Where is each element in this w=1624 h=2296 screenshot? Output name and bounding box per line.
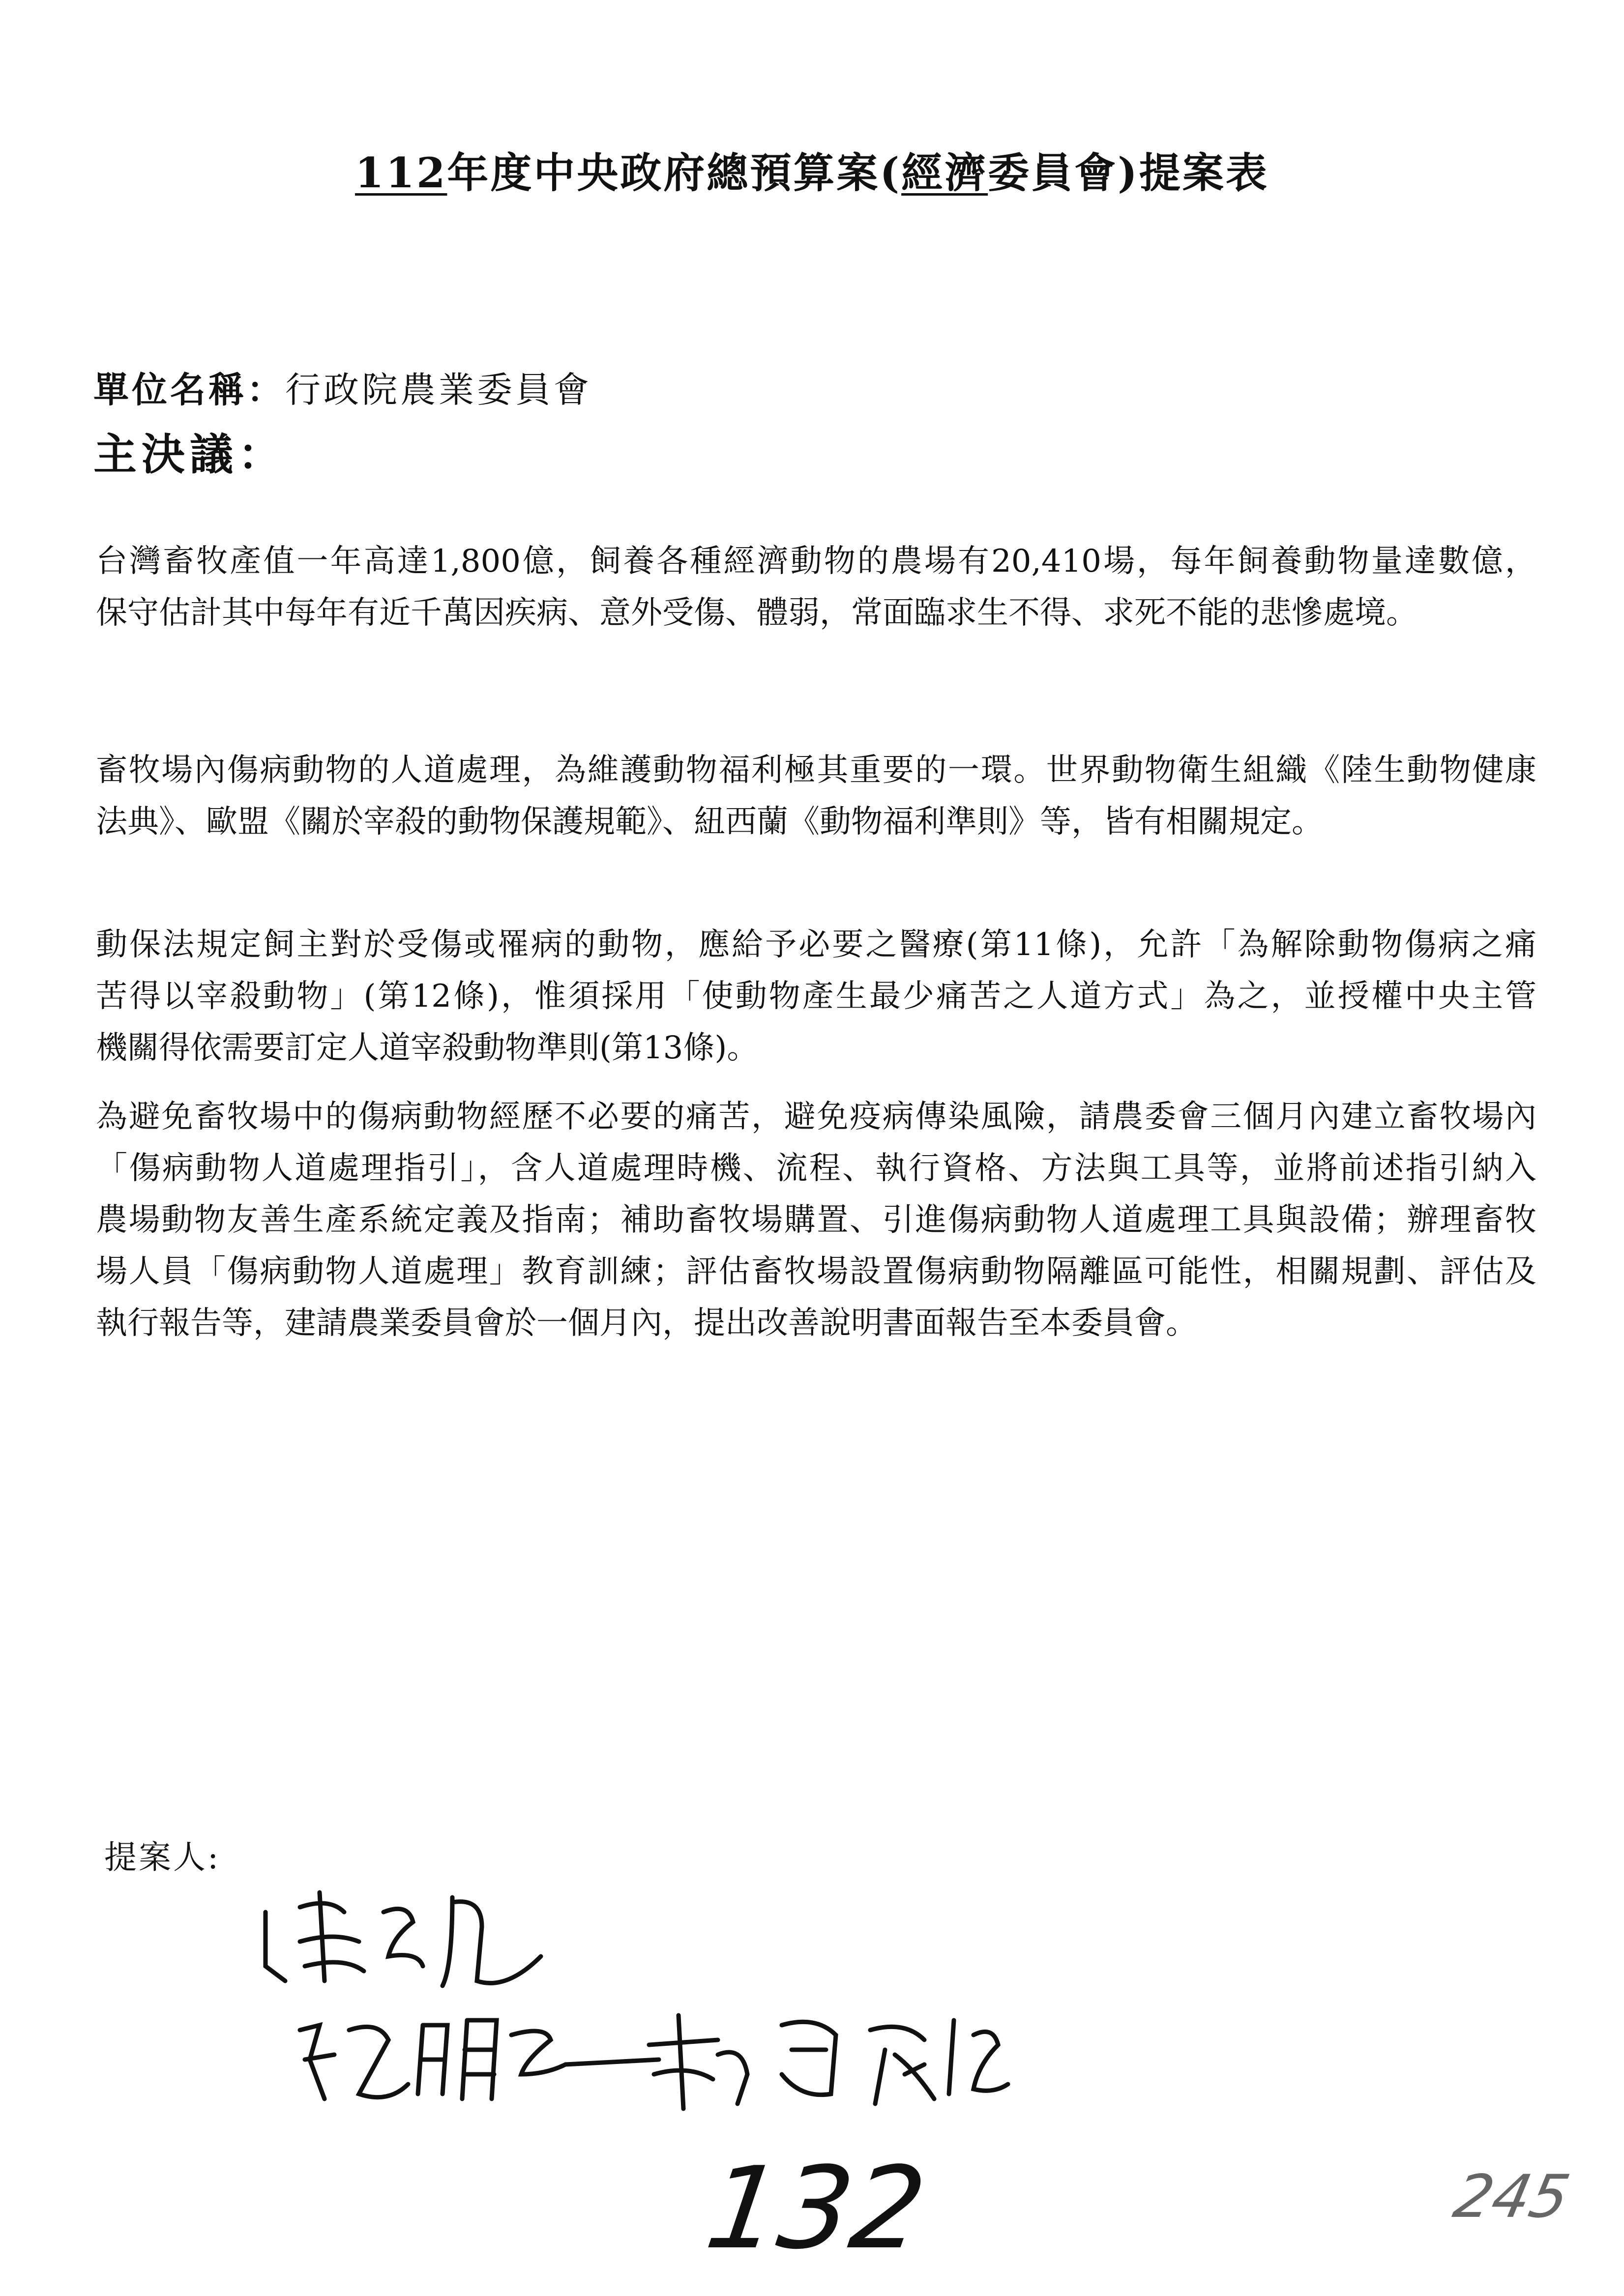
paragraph-3: [96, 919, 1536, 1074]
text-line: 動保法規定飼主對於受傷或罹病的動物，應給予必要之醫療(第11條)，允許「為解除動物傷病之痛: [96, 927, 1536, 963]
text-line: 保守估計其中每年有近千萬因疾病、意外受傷、體弱，常面臨求生不得、求死不能的悲慘處境。: [96, 595, 1417, 631]
text-line: 為避免畜牧場中的傷病動物經歷不必要的痛苦，避免疫病傳染風險，請農委會三個月內建立畜牧場內: [96, 1099, 1536, 1135]
signature-1: [246, 1868, 600, 2015]
signature-2: [290, 2005, 664, 2119]
text-line: 機關得依需要訂定人道宰殺動物準則(第13條)。: [96, 1030, 759, 1066]
paragraph-4: [96, 1091, 1536, 1349]
title-committee: 經濟: [901, 148, 988, 197]
unit-label: 單位名稱：: [93, 369, 286, 410]
title-year: 112: [355, 148, 447, 197]
text-line: 「傷病動物人道處理指引」，含人道處理時機、流程、執行資格、方法與工具等，並將前述指引納入: [96, 1150, 1536, 1187]
text-line: 農場動物友善生產系統定義及指南；補助畜牧場購置、引進傷病動物人道處理工具與設備；辦理畜牧: [96, 1202, 1536, 1238]
document-title: [0, 140, 1624, 200]
text-line: 執行報告等，建請農業委員會於一個月內，提出改善說明書面報告至本委員會。: [96, 1305, 1197, 1341]
text-line: 台灣畜牧產值一年高達1,800億，飼養各種經濟動物的農場有20,410場，每年飼養動物量達數億，: [96, 543, 1536, 580]
title-part2: 委員會)提案表: [988, 148, 1269, 197]
paragraph-2: [96, 745, 1536, 848]
text-line: 場人員「傷病動物人道處理」教育訓練；評估畜牧場設置傷病動物隔離區可能性，相關規劃、評估及: [96, 1253, 1536, 1290]
secondary-page-number: 245: [1448, 2163, 1575, 2231]
text-line: 苦得以宰殺動物」(第12條)，惟須採用「使動物產生最少痛苦之人道方式」為之，並授權中央主管: [96, 978, 1536, 1015]
paragraph-1: [96, 536, 1536, 639]
unit-value: 行政院農業委員會: [285, 369, 592, 410]
page-number: 132: [699, 2143, 933, 2274]
text-line: 畜牧場內傷病動物的人道處理，為維護動物福利極其重要的一環。世界動物衛生組織《陸生動物健康: [96, 752, 1536, 788]
main-resolution-label: 主決議：: [93, 429, 287, 480]
signature-3: [639, 1996, 1013, 2123]
text-line: 法典》、歐盟《關於宰殺的動物保護規範》、紐西蘭《動物福利準則》等，皆有相關規定。: [96, 804, 1323, 840]
proposer-label: 提案人:: [104, 1838, 221, 1876]
unit-name-row: [93, 361, 592, 412]
title-part1: 年度中央政府總預算案(: [447, 148, 902, 197]
